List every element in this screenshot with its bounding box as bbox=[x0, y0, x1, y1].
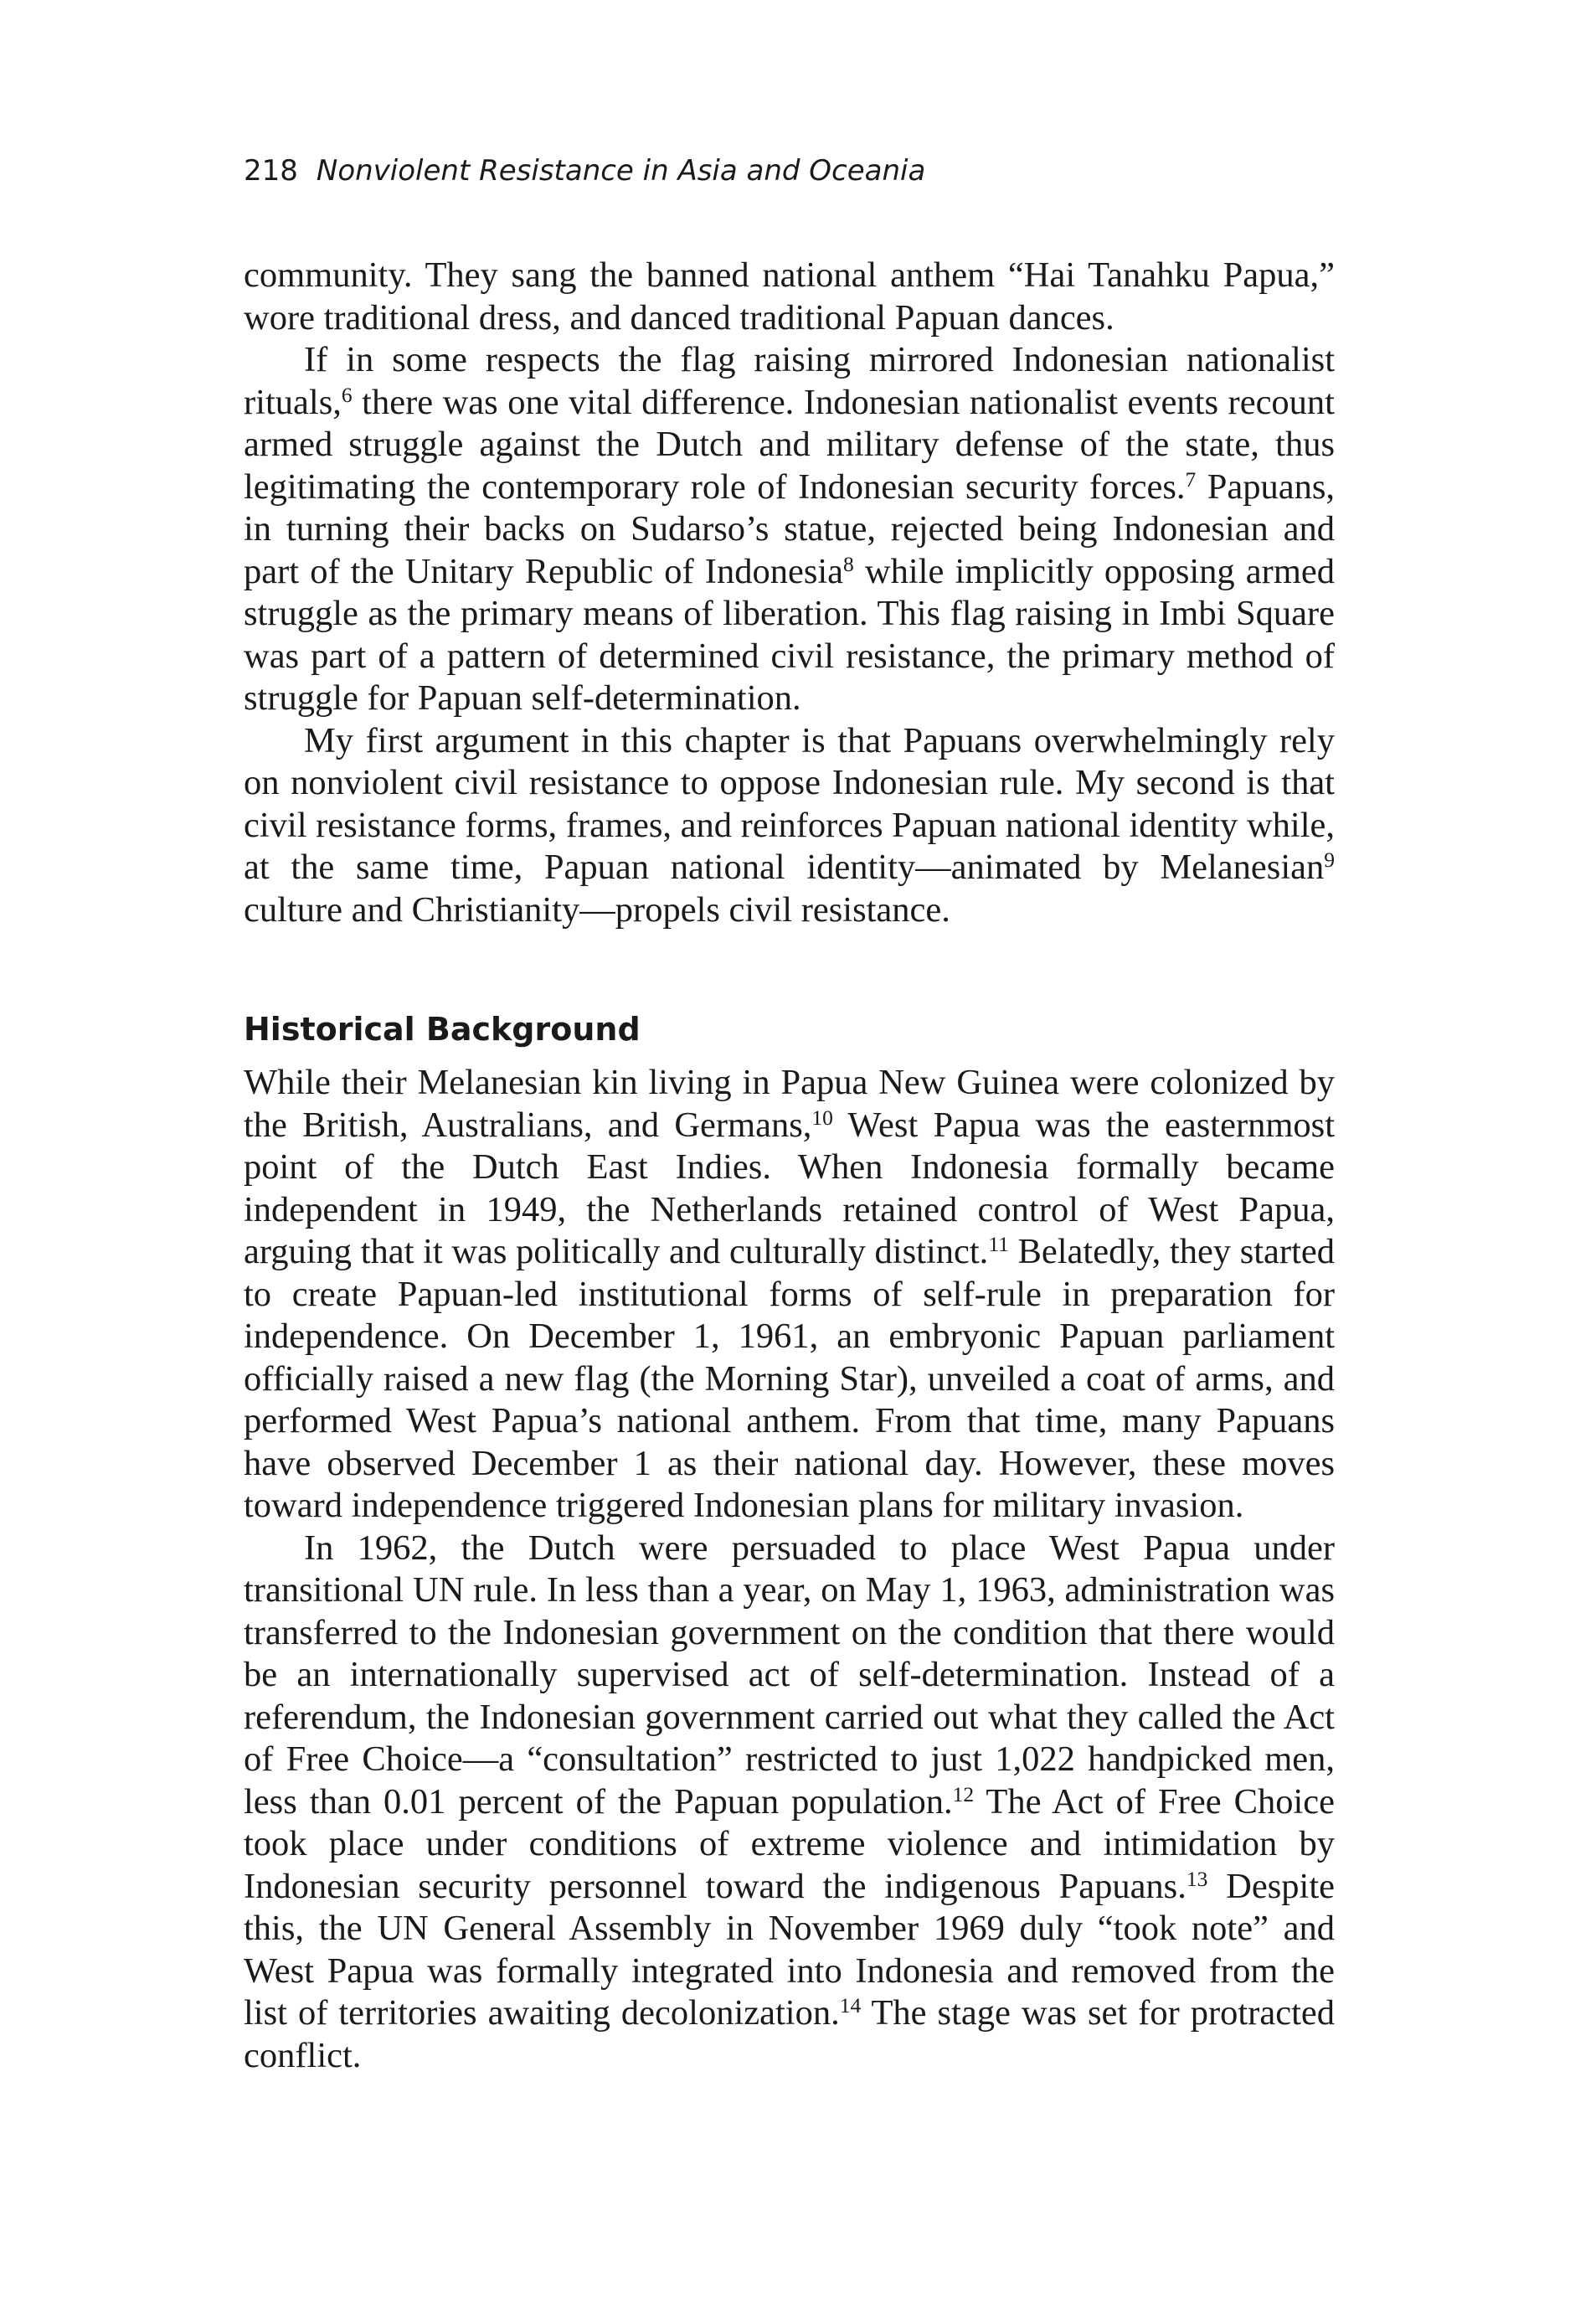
paragraph bbox=[244, 1062, 1335, 1528]
paragraph-text: while implicitly opposing armed struggle as the primary means of liberation. This flag raising in Imbi Square was part of a pattern of determined civil resistance, the primary method of struggle for Papuan self-determination. bbox=[244, 551, 1335, 718]
paragraph bbox=[244, 720, 1335, 932]
book-title: Nonviolent Resistance in Asia and Oceania bbox=[316, 154, 926, 188]
body-text-bottom bbox=[244, 1062, 1335, 2077]
paragraph-text: The stage was set for protracted conflict. bbox=[244, 1993, 1335, 2075]
section-heading: Historical Background bbox=[244, 1011, 641, 1048]
paragraph-text: The Act of Free Choice took place under conditions of extreme violence and intimidation by Indonesian security personnel toward the indigenous Papuans. bbox=[244, 1781, 1335, 1906]
paragraph-text: My first argument in this chapter is that Papuans overwhelmingly rely on nonviolent civil resistance to oppose Indonesian rule. My second is that civil resistance forms, frames, and reinforces Papuan national identity while, at the same time, Papuan national identity—animated by Melanesian bbox=[244, 720, 1335, 887]
footnote-marker: 8 bbox=[843, 551, 854, 576]
paragraph-text: West Papua was the easternmost point of the Dutch East Indies. When Indonesia formally became independent in 1949, the Netherlands retained control of West Papua, arguing that it was politically and culturally distinct. bbox=[244, 1105, 1335, 1271]
paragraph bbox=[244, 339, 1335, 720]
footnote-marker: 12 bbox=[952, 1781, 975, 1806]
paragraph-text: there was one vital difference. Indonesian nationalist events recount armed struggle against the Dutch and military defense of the state, thus legitimating the contemporary role of Indonesian security forces. bbox=[244, 382, 1335, 507]
paragraph bbox=[244, 255, 1335, 339]
page-number: 218 bbox=[244, 154, 298, 188]
footnote-marker: 14 bbox=[839, 1992, 862, 2017]
paragraph-text: If in some respects the flag raising mirrored Indonesian nationalist rituals, bbox=[244, 340, 1335, 422]
paragraph bbox=[244, 1528, 1335, 2078]
paragraph-text: Despite this, the UN General Assembly in November 1969 duly “took note” and West Papua was formally integrated into Indonesia and removed from the list of territories awaiting decolonization. bbox=[244, 1866, 1335, 2033]
footnote-marker: 7 bbox=[1185, 466, 1197, 492]
running-head bbox=[244, 151, 925, 191]
body-text-top bbox=[244, 255, 1335, 931]
footnote-marker: 10 bbox=[811, 1105, 833, 1130]
paragraph-text: Papuans, in turning their backs on Sudarso’s statue, rejected being Indonesian and part of the Unitary Republic of Indonesia bbox=[244, 466, 1335, 591]
paragraph-text: In 1962, the Dutch were persuaded to place West Papua under transitional UN rule. In less than a year, on May 1, 1963, administration was transferred to the Indonesian government on the condition that there would be an internationally supervised act of self-determination. Instead of a referendum, the Indonesian government carried out what they called the Act of Free Choice—a “consultation” restricted to just 1,022 handpicked men, less than 0.01 percent of the Papuan population. bbox=[244, 1528, 1335, 1822]
footnote-marker: 11 bbox=[988, 1231, 1009, 1256]
footnote-marker: 9 bbox=[1324, 847, 1335, 872]
paragraph-text: Belatedly, they started to create Papuan-led institutional forms of self-rule in preparation for independence. On December 1, 1961, an embryonic Papuan parliament officially raised a new flag (the Morning Star), unveiled a coat of arms, and performed West Papua’s national anthem. From that time, many Papuans have observed December 1 as their national day. However, these moves toward independence triggered Indonesian plans for military invasion. bbox=[244, 1232, 1335, 1525]
footnote-marker: 6 bbox=[341, 382, 353, 407]
paragraph-text: While their Melanesian kin living in Papua New Guinea were colonized by the British, Australians, and Germans, bbox=[244, 1063, 1335, 1145]
paragraph-text: culture and Christianity—propels civil resistance. bbox=[244, 889, 950, 930]
paragraph-text: community. They sang the banned national anthem “Hai Tanahku Papua,” wore traditional dress, and danced traditional Papuan dances. bbox=[244, 255, 1335, 338]
footnote-marker: 13 bbox=[1186, 1866, 1208, 1891]
